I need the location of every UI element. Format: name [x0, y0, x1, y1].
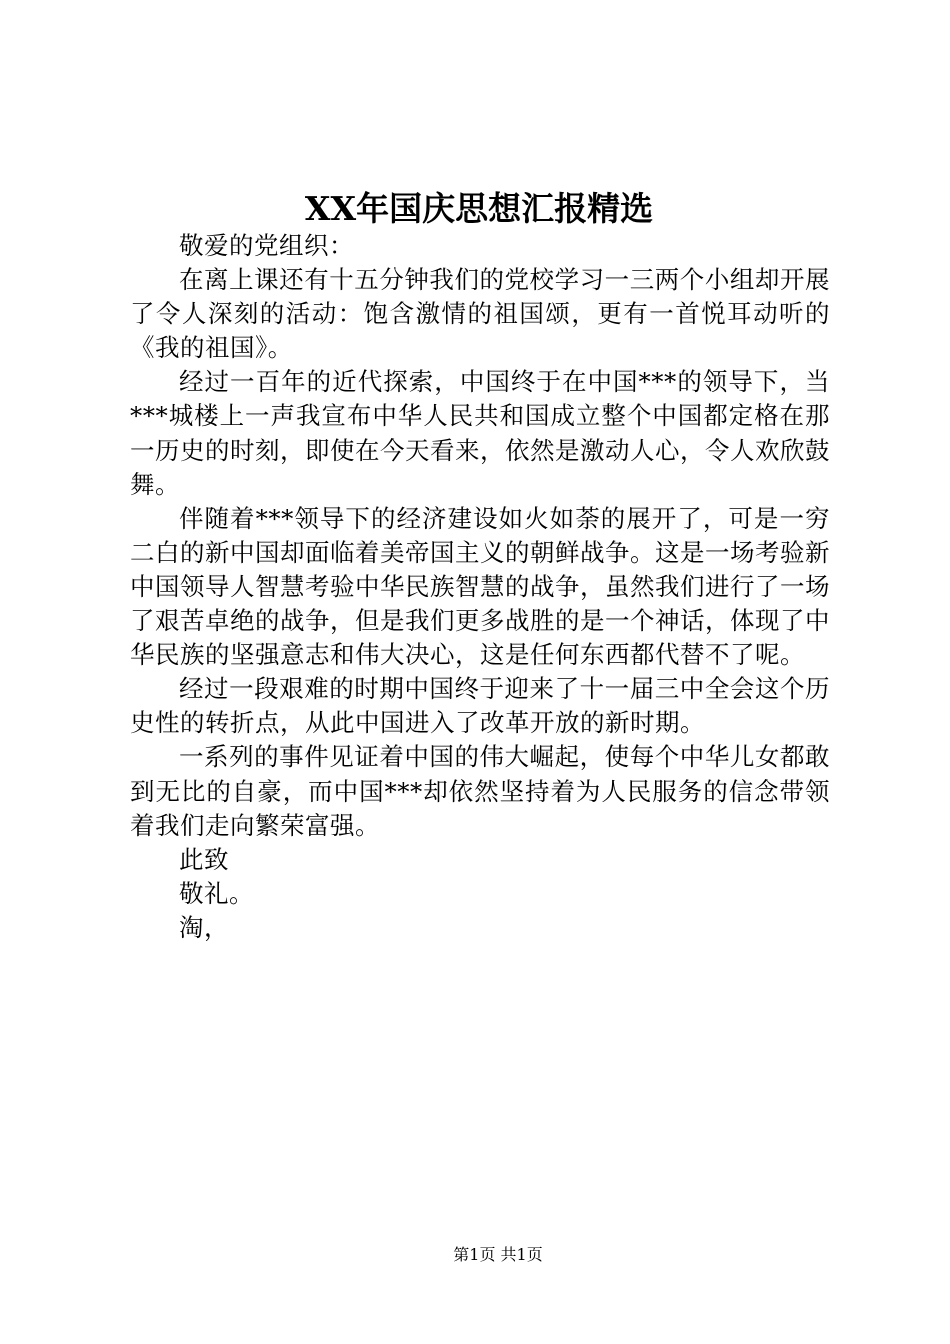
salutation: 敬爱的党组织： — [179, 231, 354, 260]
paragraph-2: 经过一百年的近代探索，中国终于在中国***的领导下，当***城楼上一声我宣布中华人民共和国成立整个中国都定格在那一历史的时刻，即使在今天看来，依然是激动人心，令人欢欣鼓舞。 — [130, 367, 830, 499]
page-footer: 第1页 共1页 — [453, 1245, 543, 1264]
paragraph-4: 经过一段艰难的时期中国终于迎来了十一届三中全会这个历史性的转折点，从此中国进入了改革开放的新时期。 — [130, 674, 830, 738]
document-body — [130, 229, 830, 945]
paragraph-5: 一系列的事件见证着中国的伟大崛起，使每个中华儿女都敢到无比的自豪，而中国***却依然坚持着为人民服务的信念带领着我们走向繁荣富强。 — [130, 742, 830, 840]
closing-line-1: 此致 — [179, 844, 229, 874]
signature: 淘， — [179, 912, 229, 942]
paragraph-1: 在离上课还有十五分钟我们的党校学习一三两个小组却开展了令人深刻的活动：饱含激情的祖国颂，更有一首悦耳动听的《我的祖国》。 — [130, 265, 830, 363]
paragraph-3: 伴随着***领导下的经济建设如火如荼的展开了，可是一穷二白的新中国却面临着美帝国主义的朝鲜战争。这是一场考验新中国领导人智慧考验中华民族智慧的战争，虽然我们进行了一场了艰苦卓绝的战争，但是我们更多战胜的是一个神话，体现了中华民族的坚强意志和伟大决心，这是任何东西都代替不了呢。 — [130, 503, 830, 670]
closing-line-2: 敬礼。 — [179, 878, 254, 908]
document-title: XX年国庆思想汇报精选 — [304, 189, 654, 228]
